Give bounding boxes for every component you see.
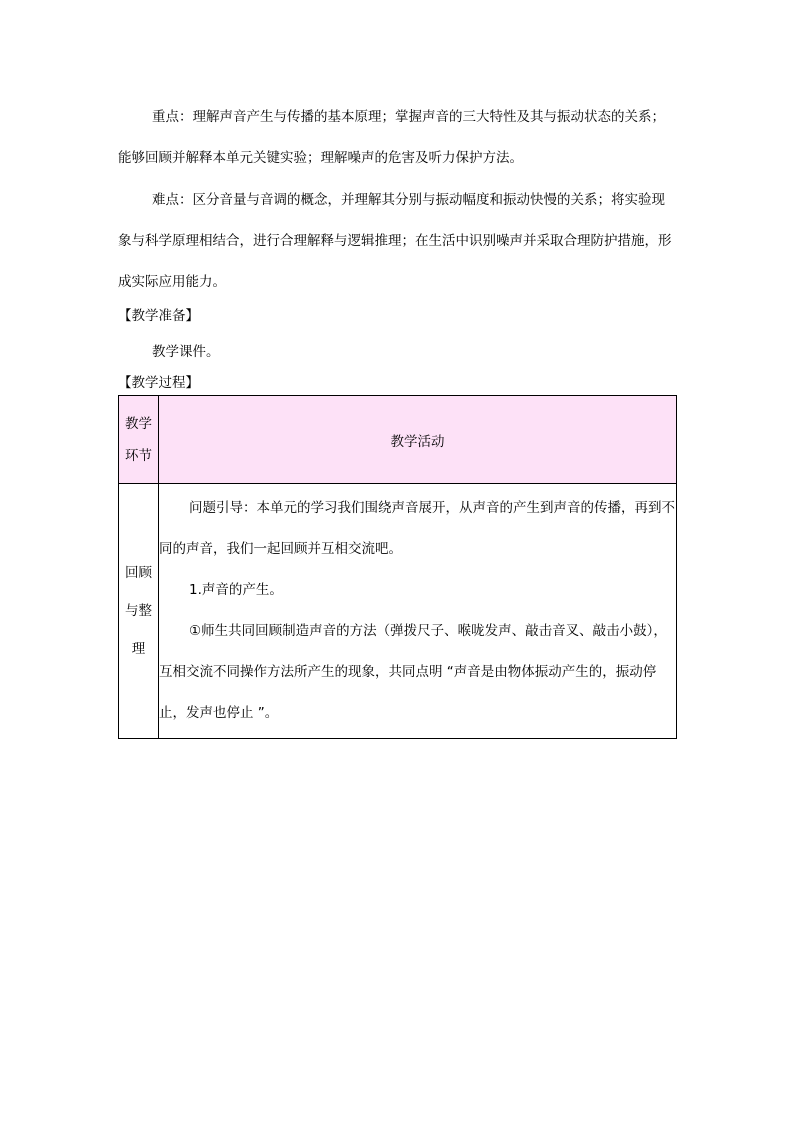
header-activity-cell: 教学活动 [159, 396, 677, 484]
preparation-text: 教学课件。 [152, 344, 220, 360]
header-stage-cell: 教学环节 [119, 396, 159, 484]
table-row [119, 484, 677, 739]
preparation-heading: 【教学准备】 [118, 308, 199, 324]
teaching-process-table [118, 395, 677, 739]
stage-cell: 回顾与整理 [119, 484, 159, 739]
activity-paragraph: ①师生共同回顾制造声音的方法（弹拨尺子、喉咙发声、敲击音叉、敲击小鼓），互相交流不同操作方法所产生的现象，共同点明 “声音是由物体振动产生的，振动停止，发声也停止 ”。 [159, 623, 667, 721]
activity-cell [159, 484, 677, 739]
activity-paragraph: 1.声音的产生。 [189, 582, 283, 598]
table-header-row [119, 396, 677, 484]
process-heading: 【教学过程】 [118, 375, 199, 391]
key-points-paragraph: 重点：理解声音产生与传播的基本原理；掌握声音的三大特性及其与振动状态的关系；能够回顾并解释本单元关键实验；理解噪声的危害及听力保护方法。 [118, 109, 665, 166]
activity-paragraph: 问题引导：本单元的学习我们围绕声音展开，从声音的产生到声音的传播，再到不同的声音，我们一起回顾并互相交流吧。 [159, 500, 675, 557]
difficulties-paragraph: 难点：区分音量与音调的概念，并理解其分别与振动幅度和振动快慢的关系；将实验现象与科学原理相结合，进行合理解释与逻辑推理；在生活中识别噪声并采取合理防护措施，形成实际应用能力。 [118, 192, 672, 290]
